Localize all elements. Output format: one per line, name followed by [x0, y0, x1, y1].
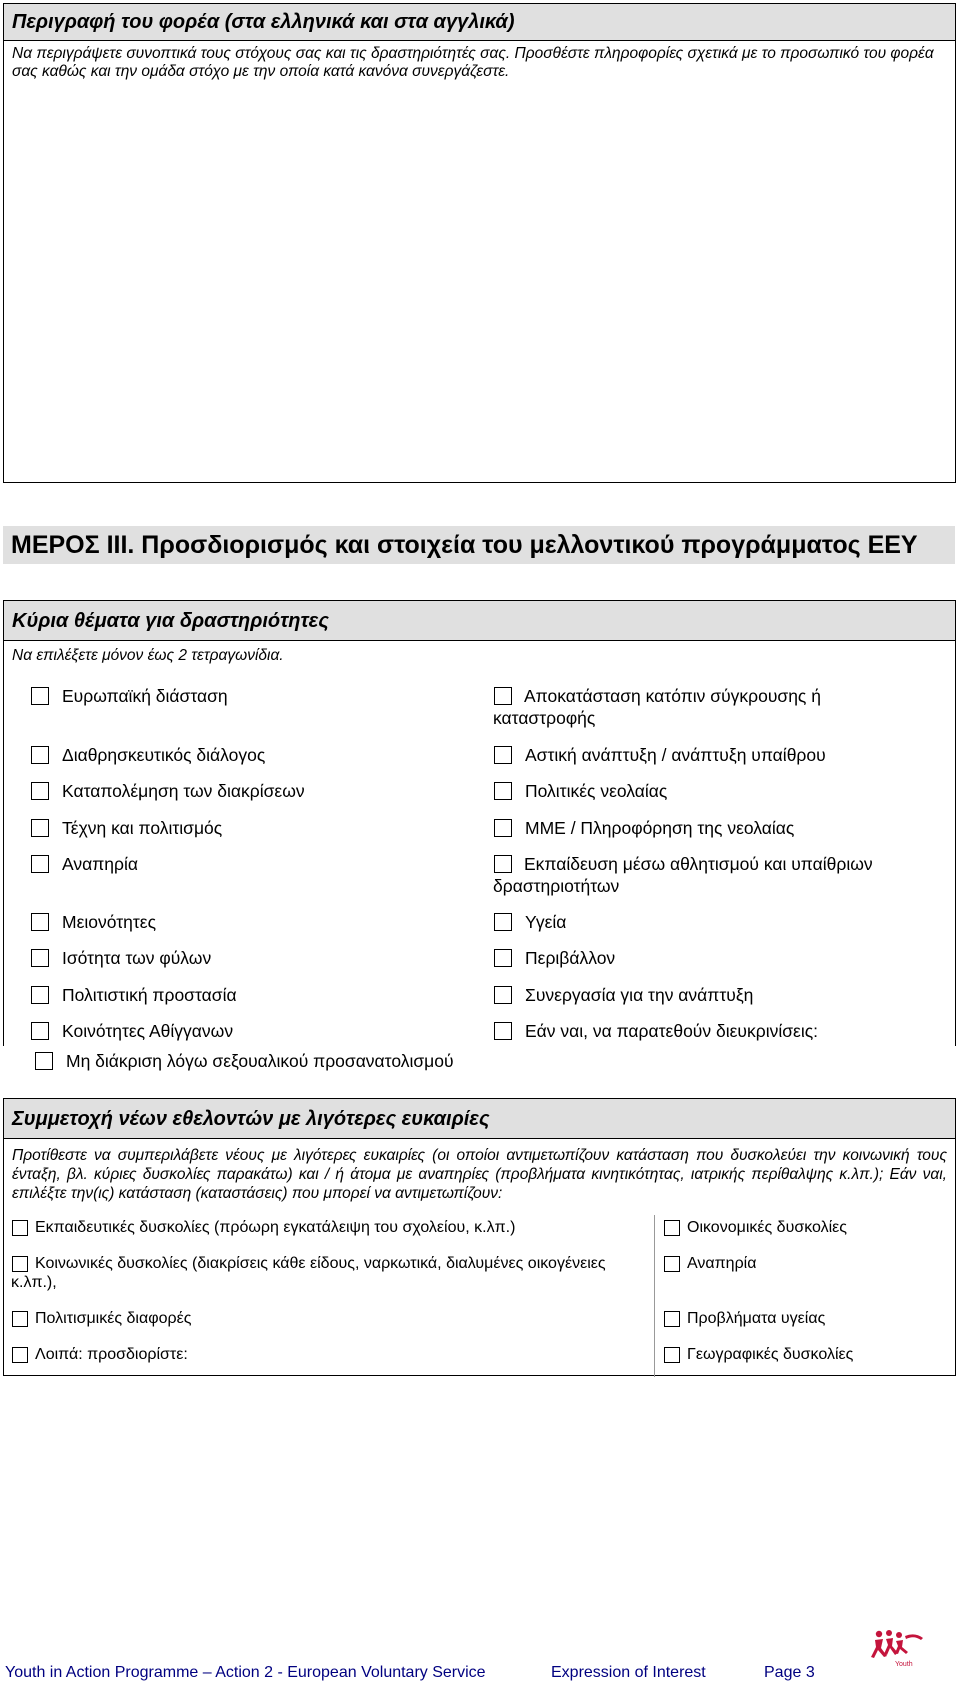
- difficulty-label: Προβλήματα υγείας: [687, 1310, 826, 1327]
- difficulty-label: Κοινωνικές δυσκολίες (διακρίσεις κάθε είδους, ναρκωτικά, διαλυμένες οικογένειες κ.λπ.),: [11, 1255, 606, 1291]
- themes-header: [4, 601, 955, 641]
- theme-label: Κοινότητες Αθίγγανων: [62, 1021, 234, 1041]
- organisation-description-input-area[interactable]: [4, 86, 955, 482]
- theme-label: Μειονότητες: [62, 912, 157, 932]
- theme-checkbox[interactable]: [494, 986, 512, 1004]
- theme-label: Διαθρησκευτικός διάλογος: [62, 745, 266, 765]
- theme-checkbox[interactable]: [494, 746, 512, 764]
- theme-checkbox[interactable]: [31, 782, 49, 800]
- difficulty-checkbox[interactable]: [12, 1220, 28, 1236]
- theme-checkbox[interactable]: [494, 819, 512, 837]
- difficulty-checkbox[interactable]: [664, 1347, 680, 1363]
- difficulty-label: Εκπαιδευτικές δυσκολίες (πρόωρη εγκατάλειψη του σχολείου, κ.λπ.): [35, 1219, 516, 1236]
- difficulty-checkbox[interactable]: [12, 1347, 28, 1363]
- theme-label: Αποκατάσταση κατόπιν σύγκρουσης ή καταστροφής: [493, 686, 821, 728]
- theme-label: Πολιτικές νεολαίας: [525, 781, 668, 801]
- column-divider: [654, 1215, 655, 1377]
- theme-label: Μη διάκριση λόγω σεξουαλικού προσανατολισμού: [66, 1051, 454, 1071]
- organisation-description-box: [3, 3, 956, 483]
- theme-label: Ευρωπαϊκή διάσταση: [62, 686, 228, 706]
- theme-label: Συνεργασία για την ανάπτυξη: [525, 985, 754, 1005]
- fewer-opportunities-instruction: Προτίθεστε να συμπεριλάβετε νέους με λιγότερες ευκαιρίες (οι οποίοι αντιμετωπίζουν κατάσταση που δυσκολεύει την κοινωνική τους ένταξη, βλ. κύριες δυσκολίες παρακάτω) και / ή άτομα με αναπηρίες (προβλήματα κινητικότητας, ιατρικής περίθαλψης κ.λπ.); Εάν ναι, επιλέξτε την(ις) κατάσταση (καταστάσεις) που μπορεί να αντιμετωπίζουν:: [12, 1147, 947, 1202]
- footer-programme: Youth in Action Programme – Action 2 - European Voluntary Service: [5, 1664, 486, 1681]
- organisation-description-instruction: Να περιγράψετε συνοπτικά τους στόχους σας και τις δραστηριότητές σας. Προσθέστε πληροφορίες σχετικά με το προσωπικό του φορέα σας καθώς και την ομάδα στόχο με την οποία κατά κανόνα συνεργάζεστε.: [12, 45, 934, 80]
- part-three-title: ΜΕΡΟΣ III. Προσδιορισμός και στοιχεία του μελλοντικού προγράμματος ΕΕΥ: [3, 526, 955, 564]
- theme-checkbox[interactable]: [35, 1052, 53, 1070]
- theme-checkbox[interactable]: [494, 913, 512, 931]
- theme-checkbox[interactable]: [31, 1022, 49, 1040]
- theme-label: Εκπαίδευση μέσω αθλητισμού και υπαίθριων δραστηριοτήτων: [493, 854, 873, 896]
- theme-label: Εάν ναι, να παρατεθούν διευκρινίσεις:: [525, 1021, 819, 1041]
- theme-checkbox[interactable]: [31, 855, 49, 873]
- theme-label: Αναπηρία: [62, 854, 138, 874]
- fewer-opportunities-header: [4, 1099, 955, 1139]
- difficulty-label: Λοιπά: προσδιορίστε:: [35, 1346, 188, 1363]
- footer-page: Page 3: [764, 1664, 815, 1681]
- fewer-opportunities-title: Συμμετοχή νέων εθελοντών με λιγότερες ευκαιρίες: [12, 1108, 490, 1130]
- theme-checkbox[interactable]: [31, 687, 49, 705]
- difficulty-checkbox[interactable]: [12, 1311, 28, 1327]
- theme-label: Ισότητα των φύλων: [62, 948, 212, 968]
- theme-label: Πολιτιστική προστασία: [62, 985, 237, 1005]
- theme-checkbox[interactable]: [31, 949, 49, 967]
- themes-instruction: Να επιλέξετε μόνον έως 2 τετραγωνίδια.: [12, 647, 284, 664]
- fewer-opportunities-box: [3, 1098, 956, 1376]
- difficulty-label: Αναπηρία: [687, 1255, 757, 1272]
- theme-label: Αστική ανάπτυξη / ανάπτυξη υπαίθρου: [525, 745, 826, 765]
- difficulty-checkbox[interactable]: [664, 1311, 680, 1327]
- theme-checkbox[interactable]: [31, 819, 49, 837]
- theme-checkbox[interactable]: [31, 986, 49, 1004]
- organisation-description-header: [4, 4, 955, 41]
- footer-document: Expression of Interest: [551, 1664, 706, 1681]
- theme-checkbox[interactable]: [494, 949, 512, 967]
- theme-checkbox[interactable]: [31, 913, 49, 931]
- difficulty-label: Οικονομικές δυσκολίες: [687, 1219, 847, 1236]
- theme-checkbox[interactable]: [494, 782, 512, 800]
- difficulty-label: Γεωγραφικές δυσκολίες: [687, 1346, 854, 1363]
- themes-title: Κύρια θέματα για δραστηριότητες: [12, 610, 329, 632]
- theme-label: Περιβάλλον: [525, 948, 616, 968]
- theme-label: Τέχνη και πολιτισμός: [62, 818, 223, 838]
- theme-checkbox[interactable]: [494, 1022, 512, 1040]
- youth-logo-icon: [865, 1628, 925, 1668]
- theme-checkbox[interactable]: [31, 746, 49, 764]
- theme-label: Καταπολέμηση των διακρίσεων: [62, 781, 305, 801]
- difficulty-label: Πολιτισμικές διαφορές: [35, 1310, 192, 1327]
- organisation-description-title: Περιγραφή του φορέα (στα ελληνικά και στα αγγλικά): [12, 11, 515, 33]
- difficulty-checkbox[interactable]: [664, 1220, 680, 1236]
- theme-label: Υγεία: [525, 912, 567, 932]
- difficulty-checkbox[interactable]: [664, 1256, 680, 1272]
- theme-label: ΜΜΕ / Πληροφόρηση της νεολαίας: [525, 818, 795, 838]
- logo-text: Youth: [895, 1661, 913, 1668]
